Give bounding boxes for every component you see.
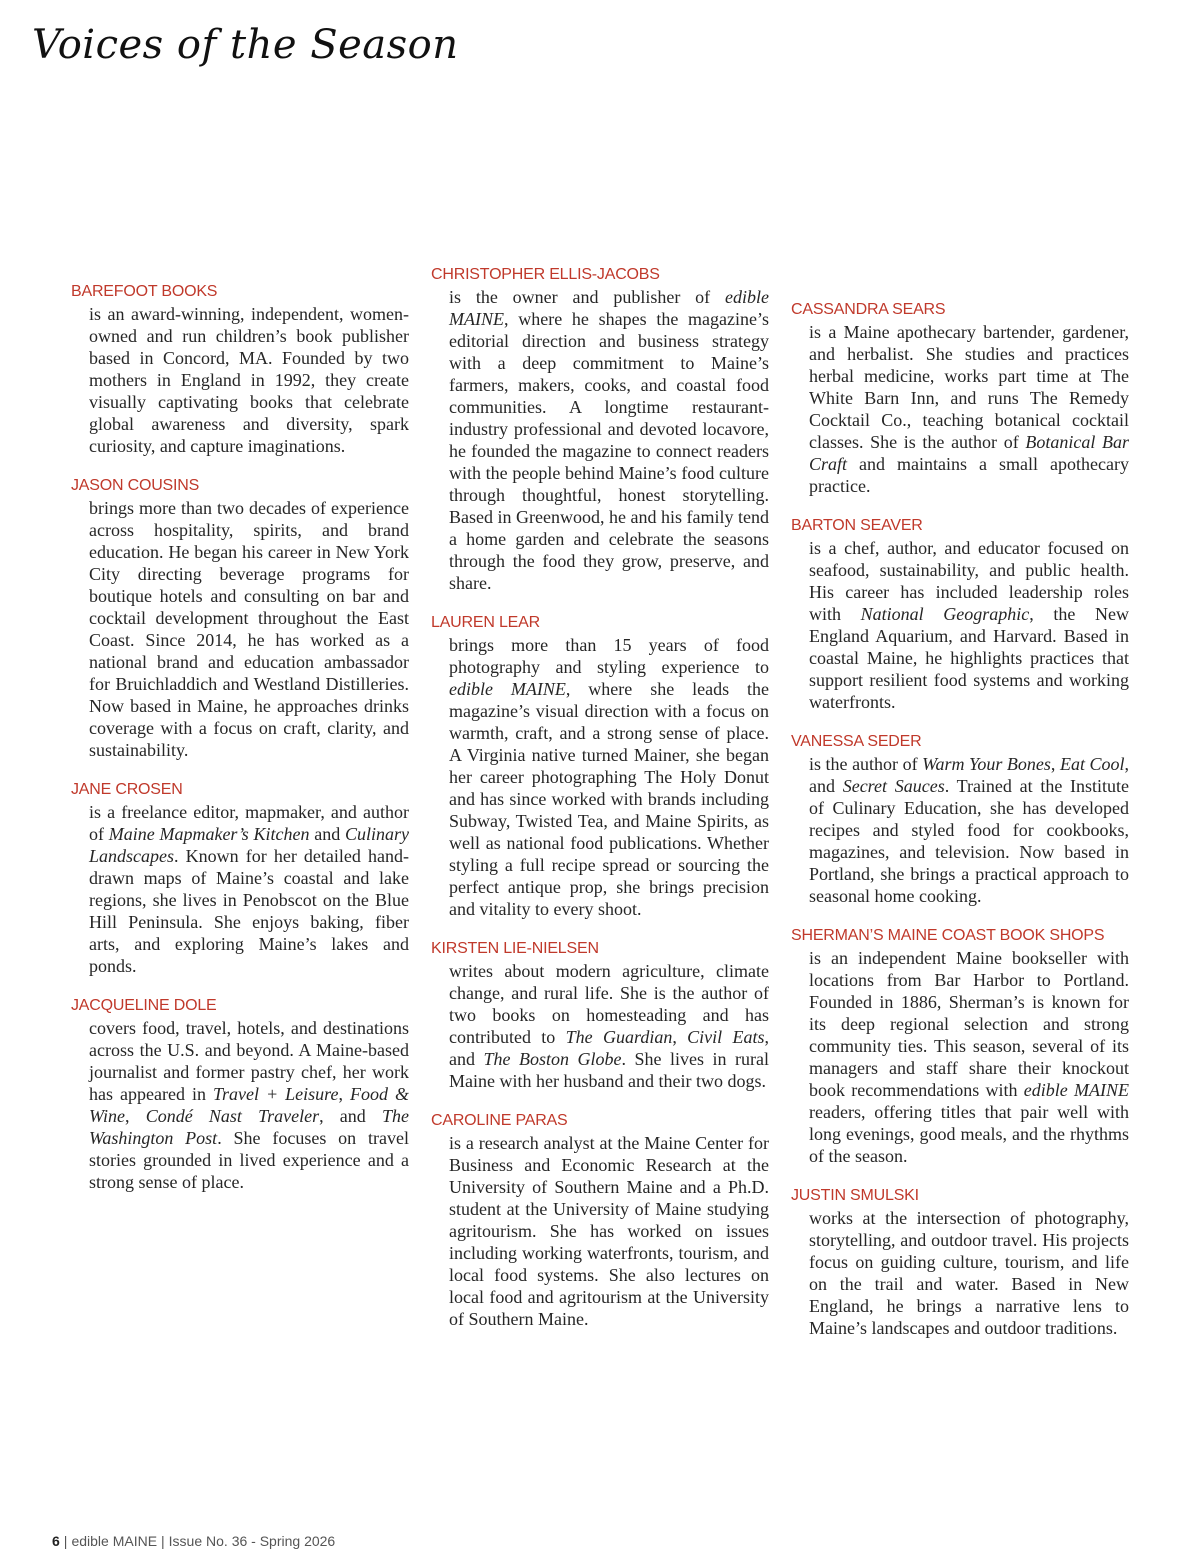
publication-name: edible MAINE bbox=[71, 1533, 158, 1549]
contributor-name: BAREFOOT BOOKS bbox=[71, 283, 218, 300]
contributor-name: JUSTIN SMULSKI bbox=[791, 1187, 919, 1204]
contributor-name: JANE CROSEN bbox=[71, 781, 183, 798]
issue-label: Issue No. 36 - Spring 2026 bbox=[168, 1533, 336, 1549]
contributor-name: BARTON SEAVER bbox=[791, 517, 923, 534]
contributor-bio: is a freelance editor, mapmaker, and author of Maine Mapmaker’s Kitchen and Culinary Landscapes. Known for her detailed hand-drawn maps of Maine’s coastal and lake regions, she lives in Penobscot on the Blue Hill Peninsula. She enjoys baking, fiber arts, and exploring Maine’s lakes and ponds. bbox=[89, 802, 409, 976]
contributor-name: SHERMAN’S MAINE COAST BOOK SHOPS bbox=[791, 927, 1105, 944]
contributor-name: JASON COUSINS bbox=[71, 477, 200, 494]
contributor-entry bbox=[791, 301, 1129, 497]
contributor-entry bbox=[791, 1187, 1129, 1339]
contributor-bio: works at the intersection of photography, storytelling, and outdoor travel. His projects focus on guiding culture, tourism, and life on the trail and water. Based in New England, he brings a narrative lens to Maine’s landscapes and outdoor traditions. bbox=[809, 1208, 1129, 1338]
contributors-column-3 bbox=[791, 301, 1129, 1359]
contributors-column-1 bbox=[71, 283, 409, 1213]
contributor-entry bbox=[791, 733, 1129, 907]
contributor-name: CASSANDRA SEARS bbox=[791, 301, 946, 318]
contributor-bio: is an independent Maine bookseller with locations from Bar Harbor to Portland. Founded in 1886, Sherman’s is known for its deep regional selection and strong community ties. This season, several of its managers and staff share their knockout book recommendations with edible MAINE readers, offering titles that pair well with long evenings, good meals, and the rhythms of the season. bbox=[809, 948, 1129, 1166]
contributor-entry bbox=[431, 614, 769, 920]
contributor-bio: brings more than 15 years of food photography and styling experience to edible MAINE, where she leads the magazine’s visual direction with a focus on warmth, craft, and a strong sense of place. A Virginia native turned Mainer, she began her career photographing The Holy Donut and has since worked with brands including Subway, Twisted Tea, and Maine Spirits, as well as national food publications. Whether styling a full recipe spread or sourcing the perfect antique prop, she brings precision and vitality to every shoot. bbox=[449, 635, 769, 919]
contributor-entry bbox=[791, 927, 1129, 1167]
contributor-bio: covers food, travel, hotels, and destinations across the U.S. and beyond. A Maine-based journalist and former pastry chef, her work has appeared in Travel + Leisure, Food & Wine, Condé Nast Traveler, and The Washington Post. She focuses on travel stories grounded in lived experience and a strong sense of place. bbox=[89, 1018, 410, 1192]
contributor-name: CAROLINE PARAS bbox=[431, 1112, 568, 1129]
contributor-entry bbox=[71, 477, 409, 761]
contributors-column-2 bbox=[431, 266, 769, 1350]
contributor-bio: is a chef, author, and educator focused on seafood, sustainability, and public health. His career has included leadership roles with National Geographic, the New England Aquarium, and Harvard. Based in coastal Maine, he highlights practices that support resilient food systems and working waterfronts. bbox=[809, 538, 1129, 712]
page-number: 6 bbox=[52, 1533, 60, 1549]
contributor-entry bbox=[71, 781, 409, 977]
contributor-bio: writes about modern agriculture, climate change, and rural life. She is the author of two books on homesteading and has contributed to The Guardian, Civil Eats, and The Boston Globe. She lives in rural Maine with her husband and their two dogs. bbox=[449, 961, 770, 1091]
contributor-name: KIRSTEN LIE-NIELSEN bbox=[431, 940, 599, 957]
contributor-bio: brings more than two decades of experience across hospitality, spirits, and brand education. He began his career in New York City directing beverage programs for boutique hotels and consulting on bar and cocktail development throughout the East Coast. Since 2014, he has worked as a national brand and education ambassador for Bruichladdich and Westland Distilleries. Now based in Maine, he approaches drinks coverage with a focus on craft, clarity, and sustainability. bbox=[89, 498, 409, 760]
page-footer: 6 | edible MAINE | Issue No. 36 - Spring 2026 bbox=[52, 1533, 336, 1549]
contributor-name: VANESSA SEDER bbox=[791, 733, 922, 750]
contributor-entry bbox=[791, 517, 1129, 713]
contributor-entry bbox=[71, 283, 409, 457]
contributor-name: CHRISTOPHER ELLIS-JACOBS bbox=[431, 266, 660, 283]
contributor-entry bbox=[71, 997, 409, 1193]
contributor-bio: is a Maine apothecary bartender, gardener, and herbalist. She studies and practices herbal medicine, works part time at The White Barn Inn, and runs The Remedy Cocktail Co., teaching botanical cocktail classes. She is the author of Botanical Bar Craft and maintains a small apothecary practice. bbox=[809, 322, 1129, 496]
page-title: Voices of the Season bbox=[32, 22, 459, 68]
contributor-entry bbox=[431, 1112, 769, 1330]
contributor-bio: is an award-winning, independent, women-owned and run children’s book publisher based in Concord, MA. Founded by two mothers in England in 1992, they create visually captivating books that celebrate global awareness and diversity, spark curiosity, and capture imaginations. bbox=[89, 304, 409, 456]
contributor-entry bbox=[431, 266, 769, 594]
contributor-bio: is the author of Warm Your Bones, Eat Cool, and Secret Sauces. Trained at the Institute of Culinary Education, she has developed recipes and styled food for cookbooks, magazines, and television. Now based in Portland, she brings a practical approach to seasonal home cooking. bbox=[809, 754, 1129, 906]
contributor-name: LAUREN LEAR bbox=[431, 614, 540, 631]
contributor-entry bbox=[431, 940, 769, 1092]
contributor-bio: is a research analyst at the Maine Center for Business and Economic Research at the University of Southern Maine and a Ph.D. student at the University of Maine studying agritourism. She has worked on issues including working waterfronts, tourism, and local food systems. She also lectures on local food and agritourism at the University of Southern Maine. bbox=[449, 1133, 769, 1329]
contributor-name: JACQUELINE DOLE bbox=[71, 997, 217, 1014]
contributor-bio: is the owner and publisher of edible MAINE, where he shapes the magazine’s editorial direction and business strategy with a deep commitment to Maine’s farmers, makers, cooks, and coastal food communities. A longtime restaurant-industry professional and devoted locavore, he founded the magazine to connect readers with the people behind Maine’s food culture through thoughtful, honest storytelling. Based in Greenwood, he and his family tend a home garden and celebrate the seasons through the food they grow, preserve, and share. bbox=[449, 287, 769, 593]
